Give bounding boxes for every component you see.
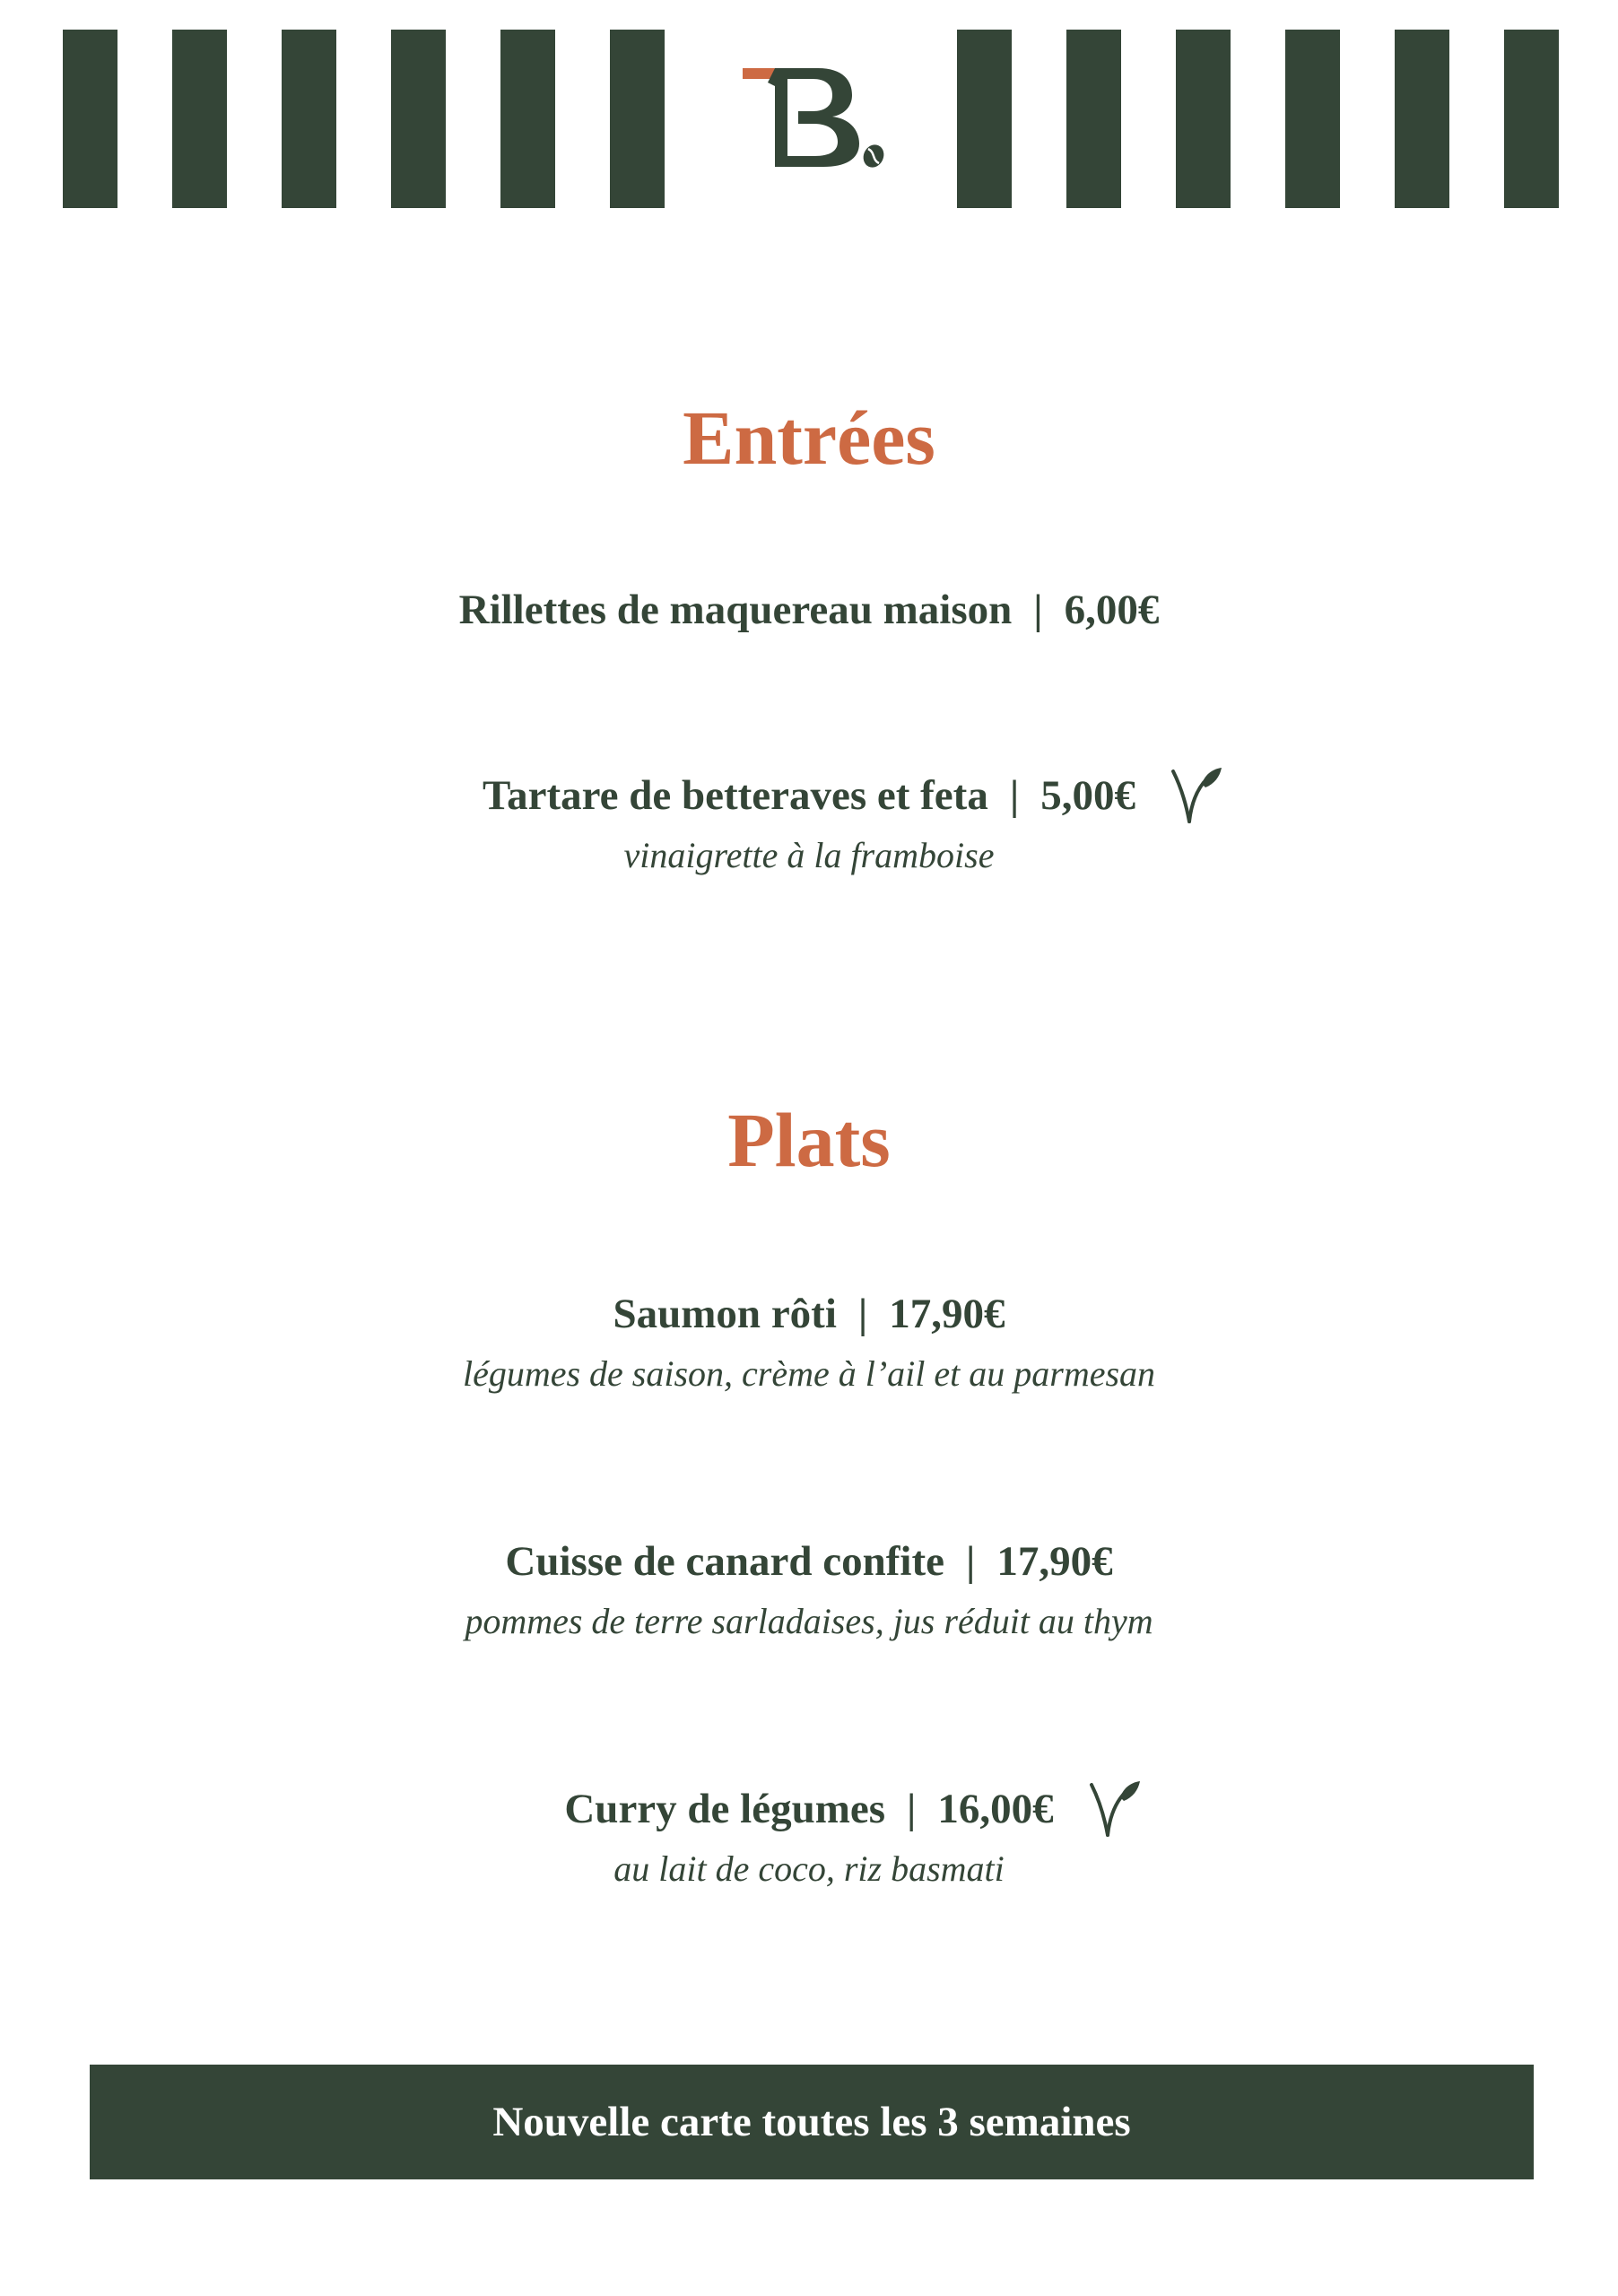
menu-item-price: 17,90€ bbox=[889, 1291, 1005, 1337]
menu-item bbox=[0, 1787, 1618, 1889]
menu-item bbox=[0, 773, 1618, 875]
stripe bbox=[391, 30, 446, 208]
menu-item-price: 5,00€ bbox=[1040, 772, 1135, 819]
vegetarian-leaf-icon bbox=[1088, 1779, 1144, 1839]
menu-item-name: Cuisse de canard confite bbox=[505, 1538, 944, 1585]
price-separator: | bbox=[1033, 587, 1043, 633]
stripe bbox=[282, 30, 336, 208]
section-title-entrees: Entrées bbox=[683, 395, 935, 481]
stripe bbox=[1504, 30, 1559, 208]
footer-text: Nouvelle carte toutes les 3 semaines bbox=[492, 2099, 1131, 2145]
price-separator: | bbox=[965, 1538, 976, 1585]
menu-item-description: légumes de saison, crème à l’ail et au parmesan bbox=[462, 1352, 1156, 1394]
stripe bbox=[1395, 30, 1449, 208]
price-separator: | bbox=[857, 1291, 868, 1337]
menu-item-name: Rillettes de maquereau maison bbox=[458, 587, 1013, 633]
section-title-plats: Plats bbox=[727, 1097, 891, 1183]
stripe bbox=[500, 30, 555, 208]
menu-item-name: Curry de légumes bbox=[564, 1786, 886, 1832]
stripe bbox=[1285, 30, 1340, 208]
menu-item-name: Tartare de betteraves et feta bbox=[483, 772, 988, 819]
menu-item-line bbox=[483, 773, 1135, 820]
menu-item-line bbox=[564, 1787, 1053, 1833]
menu-item bbox=[0, 1292, 1618, 1394]
menu-item-price: 16,00€ bbox=[937, 1786, 1054, 1832]
menu-item-line bbox=[613, 1292, 1005, 1338]
menu-item bbox=[0, 587, 1618, 634]
vegetarian-leaf-icon bbox=[1170, 766, 1225, 825]
footer-banner bbox=[90, 2065, 1534, 2179]
menu-item-description: au lait de coco, riz basmati bbox=[613, 1848, 1005, 1889]
menu-item bbox=[0, 1539, 1618, 1641]
menu-item-price: 17,90€ bbox=[996, 1538, 1113, 1585]
stripe bbox=[610, 30, 665, 208]
price-separator: | bbox=[1009, 772, 1020, 819]
menu-item-description: pommes de terre sarladaises, jus réduit au thym bbox=[465, 1600, 1153, 1641]
price-separator: | bbox=[907, 1786, 917, 1832]
menu-item-name: Saumon rôti bbox=[613, 1291, 837, 1337]
stripe bbox=[1176, 30, 1231, 208]
stripe bbox=[957, 30, 1012, 208]
menu-item-line bbox=[505, 1539, 1112, 1586]
menu-item-price: 6,00€ bbox=[1064, 587, 1160, 633]
stripe bbox=[1066, 30, 1121, 208]
stripe bbox=[63, 30, 117, 208]
menu-item-line bbox=[459, 587, 1160, 634]
restaurant-logo bbox=[735, 56, 897, 181]
menu-item-description: vinaigrette à la framboise bbox=[623, 834, 995, 875]
stripe bbox=[172, 30, 227, 208]
